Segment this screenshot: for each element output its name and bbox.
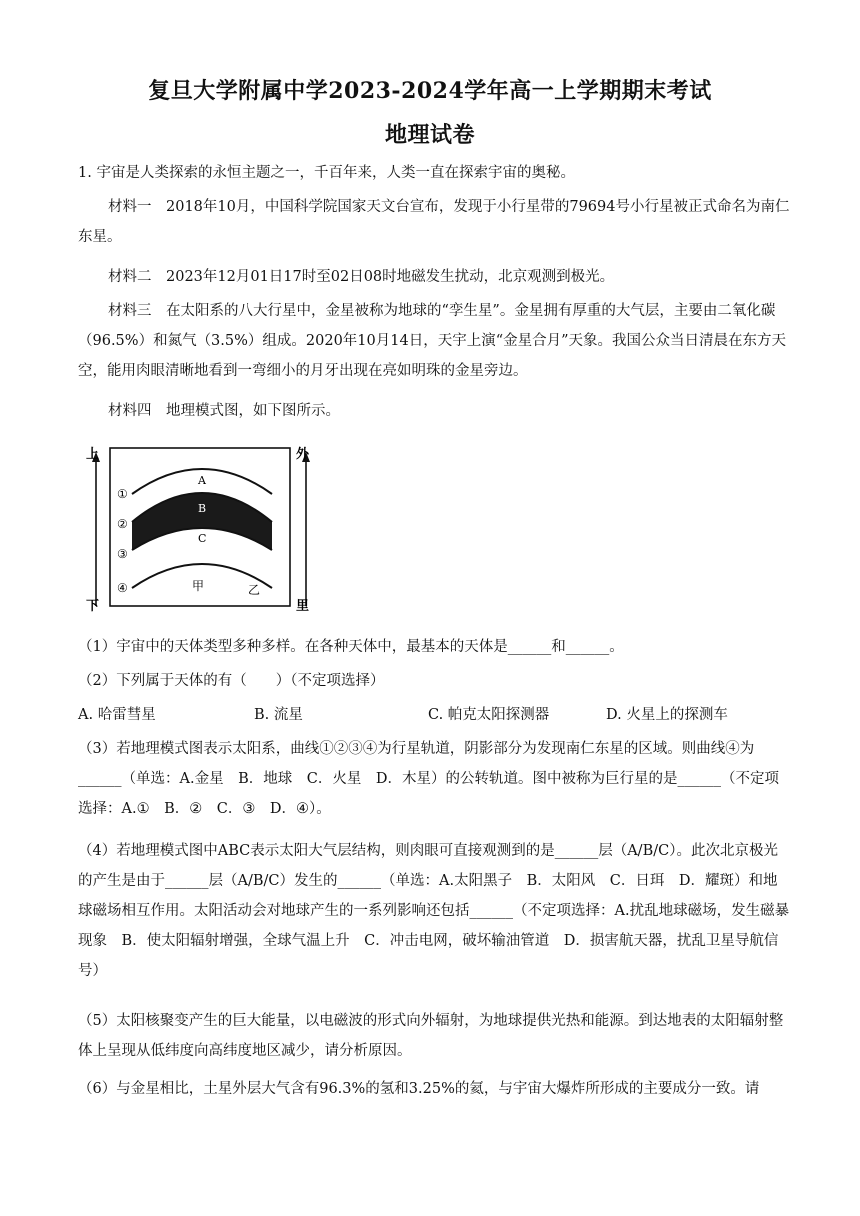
option-a: A. 哈雷彗星	[78, 707, 156, 723]
option-d: D. 火星上的探测车	[606, 707, 728, 723]
curve-label-1: ①	[117, 487, 128, 501]
layer-c-label: C	[198, 532, 207, 545]
material-4: 材料四 地理模式图，如下图所示。	[108, 403, 340, 419]
curve-label-3: ③	[117, 547, 128, 561]
document-subtitle: 地理试卷	[384, 122, 475, 148]
label-inner: 里	[296, 599, 310, 613]
sub-question-6: （6）与金星相比，土星外层大气含有96.3%的氢和3.25%的氦，与宇宙大爆炸所形成的主要成分一致。请	[78, 1081, 760, 1097]
material-2: 材料二 2023年12月01日17时至02日08时地磁发生扰动，北京观测到极光。	[108, 269, 615, 285]
sub-question-5: （5）太阳核聚变产生的巨大能量，以电磁波的形式向外辐射，为地球提供光热和能源。到达地表的太阳辐射整体上呈现从低纬度向高纬度地区减少，请分析原因。	[78, 1013, 784, 1059]
sub-question-3: （3）若地理模式图表示太阳系，曲线①②③④为行星轨道，阴影部分为发现南仁东星的区域。则曲线④为______（单选：A.金星 B．地球 C．火星 D．木星）的公转轨道。图中被称为巨行星的是______（不定项选择：A.① B．② C．③ D．④）。	[78, 741, 779, 817]
material-1: 材料一 2018年10月，中国科学院国家天文台宣布，发现于小行星带的79694号小行星被正式命名为南仁东星。	[78, 199, 790, 245]
option-c: C. 帕克太阳探测器	[428, 707, 550, 723]
label-down: 下	[86, 599, 100, 613]
geographic-model-diagram	[80, 438, 330, 613]
question-intro: 1. 宇宙是人类探索的永恒主题之一，千百年来，人类一直在探索宇宙的奥秘。	[78, 165, 575, 181]
document-title: 复旦大学附属中学2023-2024学年高一上学期期末考试	[148, 78, 712, 104]
label-up: 上	[86, 447, 100, 462]
sub-question-2: （2）下列属于天体的有（ ）（不定项选择）	[78, 673, 385, 689]
option-b: B. 流星	[254, 707, 303, 723]
label-yi: 乙	[248, 583, 261, 597]
curve-label-4: ④	[117, 581, 128, 595]
layer-a-label: A	[198, 474, 206, 487]
sub-question-1: （1）宇宙中的天体类型多种多样。在各种天体中，最基本的天体是______和______。	[78, 639, 624, 655]
curve-label-2: ②	[117, 517, 128, 531]
sub-question-4: （4）若地理模式图中ABC表示太阳大气层结构，则肉眼可直接观测到的是______层（A/B/C）。此次北京极光的产生是由于______层（A/B/C）发生的______（单选：A.太阳黑子 B．太阳风 C．日珥 D．耀斑）和地球磁场相互作用。太阳活动会对地球产生的一系列影响还包括______（不定项选择：A.扰乱地球磁场，发生磁暴现象 B．使太阳辐射增强，全球气温上升 C．冲击电网，破坏输油管道 D．损害航天器，扰乱卫星导航信号）	[78, 843, 790, 979]
label-jia: 甲	[192, 579, 205, 593]
material-3: 材料三 在太阳系的八大行星中，金星被称为地球的“孪生星”。金星拥有厚重的大气层，主要由二氧化碳（96.5%）和氮气（3.5%）组成。2020年10月14日，天宇上演“金星合月”天象。我国公众当日清晨在东方天空，能用肉眼清晰地看到一弯细小的月牙出现在亮如明珠的金星旁边。	[78, 303, 787, 379]
layer-b-label: B	[198, 502, 207, 515]
label-outer: 外	[296, 447, 310, 462]
